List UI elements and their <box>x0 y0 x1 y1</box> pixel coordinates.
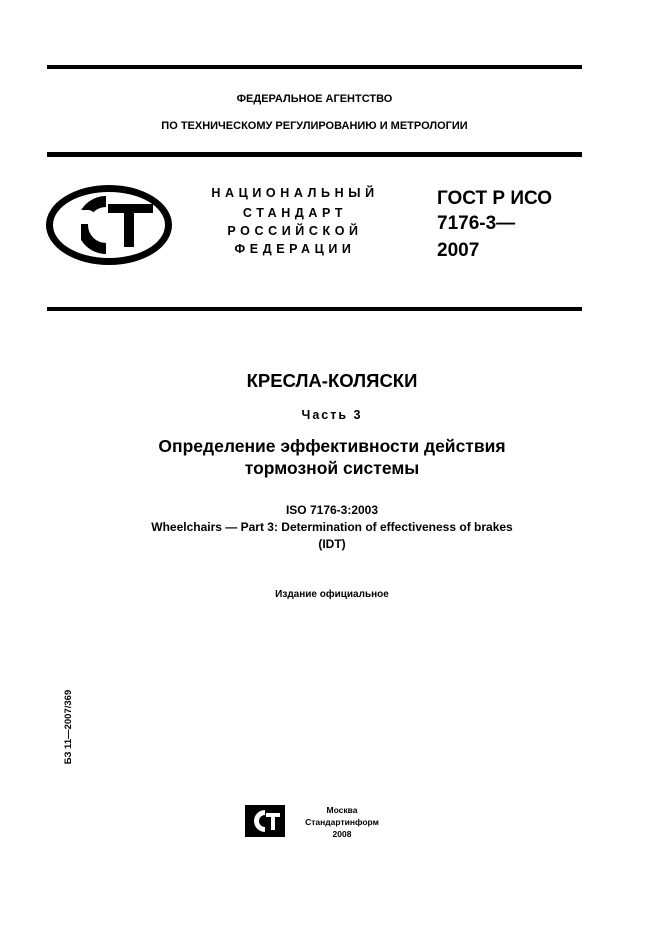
publisher-city: Москва <box>326 805 358 815</box>
edition-label: Издание официальное <box>275 589 389 600</box>
bottom-rule <box>47 307 582 311</box>
document-title: КРЕСЛА-КОЛЯСКИ <box>246 370 418 391</box>
standard-label-line4: ФЕДЕРАЦИИ <box>234 242 356 256</box>
standard-label-line1: НАЦИОНАЛЬНЫЙ <box>211 186 379 200</box>
iso-english-title: Wheelchairs — Part 3: Determination of effectiveness of brakes <box>151 520 513 534</box>
subtitle-line2: тормозной системы <box>244 458 420 478</box>
subtitle-line1: Определение эффективности действия <box>158 436 506 456</box>
middle-rule <box>47 152 582 157</box>
designation-line1: ГОСТ Р ИСО <box>437 188 553 209</box>
standard-label-line3: РОССИЙСКОЙ <box>227 224 363 238</box>
publisher-info <box>296 804 388 840</box>
agency-name-line1: ФЕДЕРАЛЬНОЕ АГЕНТСТВО <box>236 93 393 105</box>
iso-reference-block <box>47 502 617 553</box>
part-label: Часть 3 <box>301 408 363 422</box>
agency-name-line2: ПО ТЕХНИЧЕСКОМУ РЕГУЛИРОВАНИЮ И МЕТРОЛОГИИ <box>161 120 468 132</box>
publisher-name: Стандартинформ <box>305 817 379 827</box>
document-subtitle <box>47 435 617 479</box>
rst-certification-mark-icon <box>44 183 174 267</box>
iso-ref: ISO 7176-3:2003 <box>285 503 379 517</box>
top-rule <box>47 65 582 69</box>
standartinform-logo-icon <box>245 805 285 837</box>
iso-idt: (IDT) <box>318 537 346 551</box>
designation-line2: 7176-3— <box>437 213 516 234</box>
side-code: БЗ 11—2007/369 <box>63 689 74 765</box>
designation-line3: 2007 <box>437 240 480 261</box>
publisher-year: 2008 <box>332 829 352 839</box>
standard-label-line2: СТАНДАРТ <box>242 206 348 220</box>
